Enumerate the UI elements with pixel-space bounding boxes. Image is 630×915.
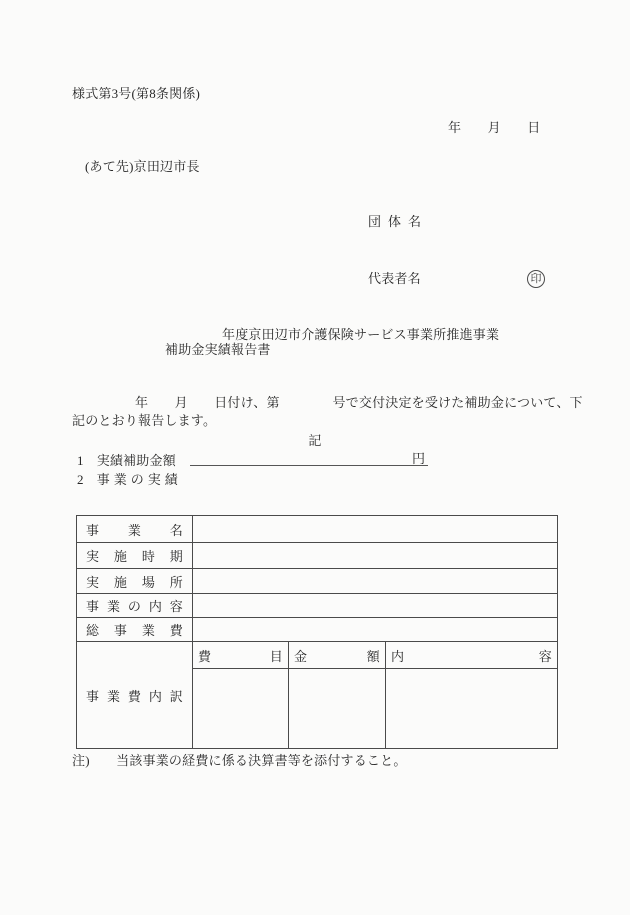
business-results-table — [76, 515, 558, 749]
addressee: (あて先)京田辺市長 — [85, 159, 200, 174]
table-row-business-content — [77, 594, 558, 618]
body-text-line1: 年 月 日付け、第 号で交付決定を受けた補助金について、下 — [135, 395, 583, 410]
item2-label: 事業の実績 — [96, 472, 182, 487]
seal-mark-icon — [527, 270, 545, 288]
row-label-business-name: 事業名 — [77, 516, 193, 543]
blank-cell-business-content — [193, 594, 558, 618]
blank-cell-content — [386, 669, 558, 749]
yen-unit: 円 — [411, 451, 425, 466]
date-line: 年 月 日 — [448, 120, 541, 135]
item1-label: 実績補助金額 — [96, 453, 176, 468]
seal-character: 印 — [530, 272, 542, 285]
blank-cell-total-cost — [193, 618, 558, 642]
item2-number: 2 — [77, 472, 84, 487]
blank-cell-expense-item — [193, 669, 289, 749]
row-label-implementation-period: 実施時期 — [77, 543, 193, 569]
table-row-business-name — [77, 516, 558, 543]
blank-cell-amount — [289, 669, 386, 749]
item-business-results — [77, 473, 182, 487]
item-actual-subsidy-amount — [77, 454, 176, 468]
representative-name-label: 代表者名 — [368, 271, 421, 286]
table-row-implementation-place — [77, 569, 558, 594]
row-label-business-content: 事業の内容 — [77, 594, 193, 618]
breakdown-header-content: 内容 — [386, 642, 558, 669]
blank-cell-implementation-place — [193, 569, 558, 594]
table-row-total-cost — [77, 618, 558, 642]
body-text-line2: 記のとおり報告します。 — [72, 413, 217, 428]
breakdown-header-amount: 金額 — [289, 642, 386, 669]
amount-fill-line — [190, 451, 428, 466]
footnote: 注) 当該事業の経費に係る決算書等を添付すること。 — [72, 753, 407, 768]
blank-cell-implementation-period — [193, 543, 558, 569]
blank-cell-business-name — [193, 516, 558, 543]
document-title-line2: 補助金実績報告書 — [165, 342, 271, 357]
row-label-total-cost: 総事業費 — [77, 618, 193, 642]
row-label-cost-breakdown: 事業費内訳 — [77, 642, 193, 749]
form-number: 様式第3号(第8条関係) — [72, 86, 201, 101]
record-heading: 記 — [308, 433, 322, 448]
item1-number: 1 — [77, 453, 84, 468]
document-title-line1: 年度京田辺市介護保険サービス事業所推進事業 — [222, 327, 500, 342]
row-label-implementation-place: 実施場所 — [77, 569, 193, 594]
table-row-implementation-period — [77, 543, 558, 569]
breakdown-header-expense-item: 費目 — [193, 642, 289, 669]
table-row-breakdown-header — [77, 642, 558, 669]
organization-name-label: 団体名 — [368, 214, 429, 229]
